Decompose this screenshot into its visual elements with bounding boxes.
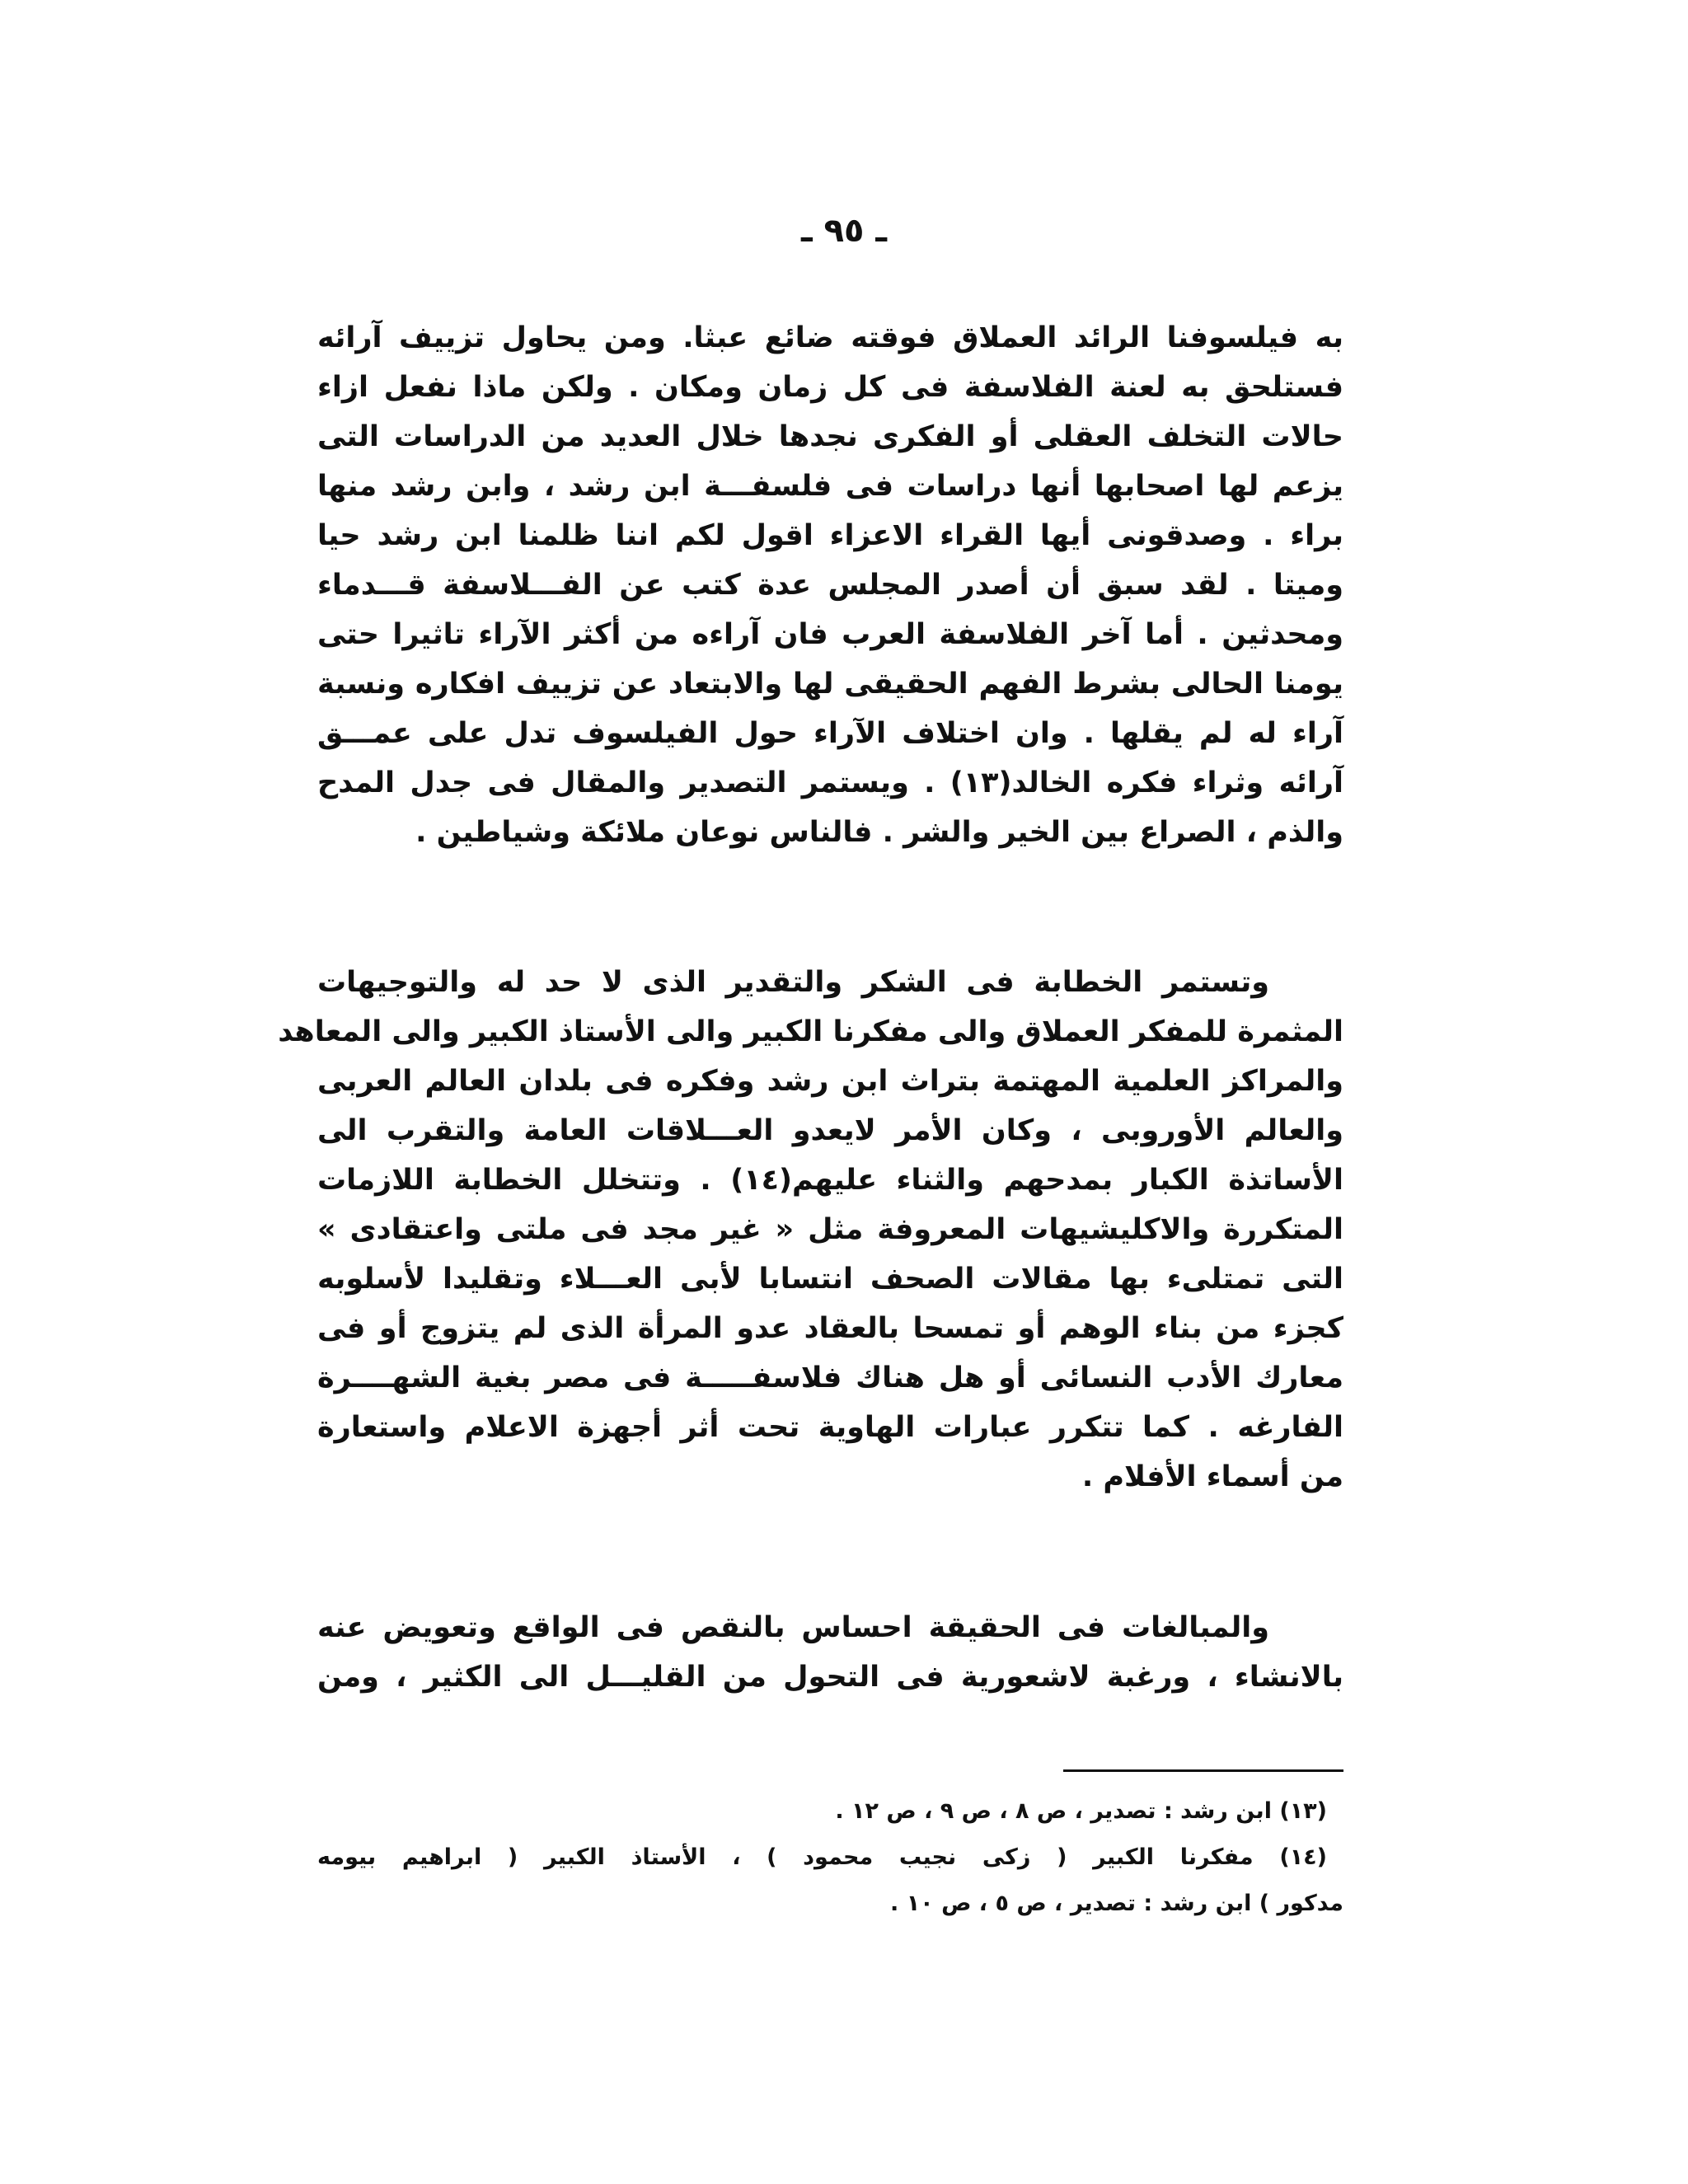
paragraph-line: والذم ، الصراع بين الخير والشر . فالناس نوعان ملائكة وشياطين . [415,816,1343,849]
paragraph-1 [317,313,1343,857]
paragraph-line: المتكررة والاكليشيهات المعروفة مثل « غير مجد فى ملتى واعتقادى » [317,1213,1343,1246]
paragraph-line: آرائه وثراء فكره الخالد(١٣) . ويستمر التصدير والمقال فى جدل المدح [317,766,1343,799]
page-number: ـ ٩٥ ـ [800,212,888,250]
footnotes [317,1788,1343,1927]
paragraph-line: ومحدثين . أما آخر الفلاسفة العرب فان آراءه من أكثر الآراء تاثيرا حتى [317,618,1343,651]
paragraph-line: الفارغه . كما تتكرر عبارات الهاوية تحت أثر أجهزة الاعلام واستعارة [317,1411,1343,1444]
paragraph-line: وميتا . لقد سبق أن أصدر المجلس عدة كتب عن الفـــلاسفة قـــدماء [317,569,1343,602]
paragraph-line: آراء له لم يقلها . وان اختلاف الآراء حول الفيلسوف تدل على عمـــق [317,717,1343,750]
paragraph-line: من أسماء الأفلام . [1081,1460,1343,1493]
footnote-14: (١٤) مفكرنا الكبير ( زكى نجيب محمود ) ، الأستاذ الكبير ( ابراهيم بيومه [317,1844,1327,1870]
footnote-14-continued: مدكور ) ابن رشد : تصدير ، ص ٥ ، ص ١٠ . [890,1891,1343,1916]
paragraph-line: الأساتذة الكبار بمدحهم والثناء عليهم(١٤) . وتتخلل الخطابة اللازمات [317,1164,1343,1197]
footnote-divider [1063,1769,1343,1772]
paragraph-2 [278,958,1343,1502]
paragraph-line: والعالم الأوروبى ، وكان الأمر لايعدو العـــلاقات العامة والتقرب الى [317,1114,1343,1147]
paragraph-line: التى تمتلىء بها مقالات الصحف انتسابا لأبى العـــلاء وتقليدا لأسلوبه [317,1263,1343,1296]
paragraph-line: يومنا الحالى بشرط الفهم الحقيقى لها والابتعاد عن تزييف افكاره ونسبة [317,668,1343,701]
paragraph-line: والمبالغات فى الحقيقة احساس بالنقص فى الواقع وتعويض عنه [317,1611,1269,1644]
paragraph-line: براء . وصدقونى أيها القراء الاعزاء اقول لكم اننا ظلمنا ابن رشد حيا [317,519,1343,552]
paragraph-line: بالانشاء ، ورغبة لاشعورية فى التحول من القليـــل الى الكثير ، ومن [317,1661,1343,1694]
footnote-13: (١٣) ابن رشد : تصدير ، ص ٨ ، ص ٩ ، ص ١٢ . [835,1798,1327,1824]
paragraph-line: المثمرة للمفكر العملاق والى مفكرنا الكبير والى الأستاذ الكبير والى المعاهد [278,1015,1343,1048]
paragraph-line: فستلحق به لعنة الفلاسفة فى كل زمان ومكان . ولكن ماذا نفعل ازاء [317,371,1343,404]
paragraph-line: معارك الأدب النسائى أو هل هناك فلاسفـــــة فى مصر بغية الشهــــرة [317,1361,1343,1394]
paragraph-line: والمراكز العلمية المهتمة بتراث ابن رشد وفكره فى بلدان العالم العربى [317,1065,1343,1098]
paragraph-line: حالات التخلف العقلى أو الفكرى نجدها خلال العديد من الدراسات التى [317,420,1343,453]
paragraph-3 [317,1603,1343,1702]
paragraph-line: به فيلسوفنا الرائد العملاق فوقته ضائع عبثا. ومن يحاول تزييف آرائه [317,321,1343,354]
paragraph-line: وتستمر الخطابة فى الشكر والتقدير الذى لا حد له والتوجيهات [317,966,1269,999]
paragraph-line: كجزء من بناء الوهم أو تمسحا بالعقاد عدو المرأة الذى لم يتزوج أو فى [317,1312,1343,1345]
paragraph-line: يزعم لها اصحابها أنها دراسات فى فلسفـــة ابن رشد ، وابن رشد منها [317,470,1343,503]
